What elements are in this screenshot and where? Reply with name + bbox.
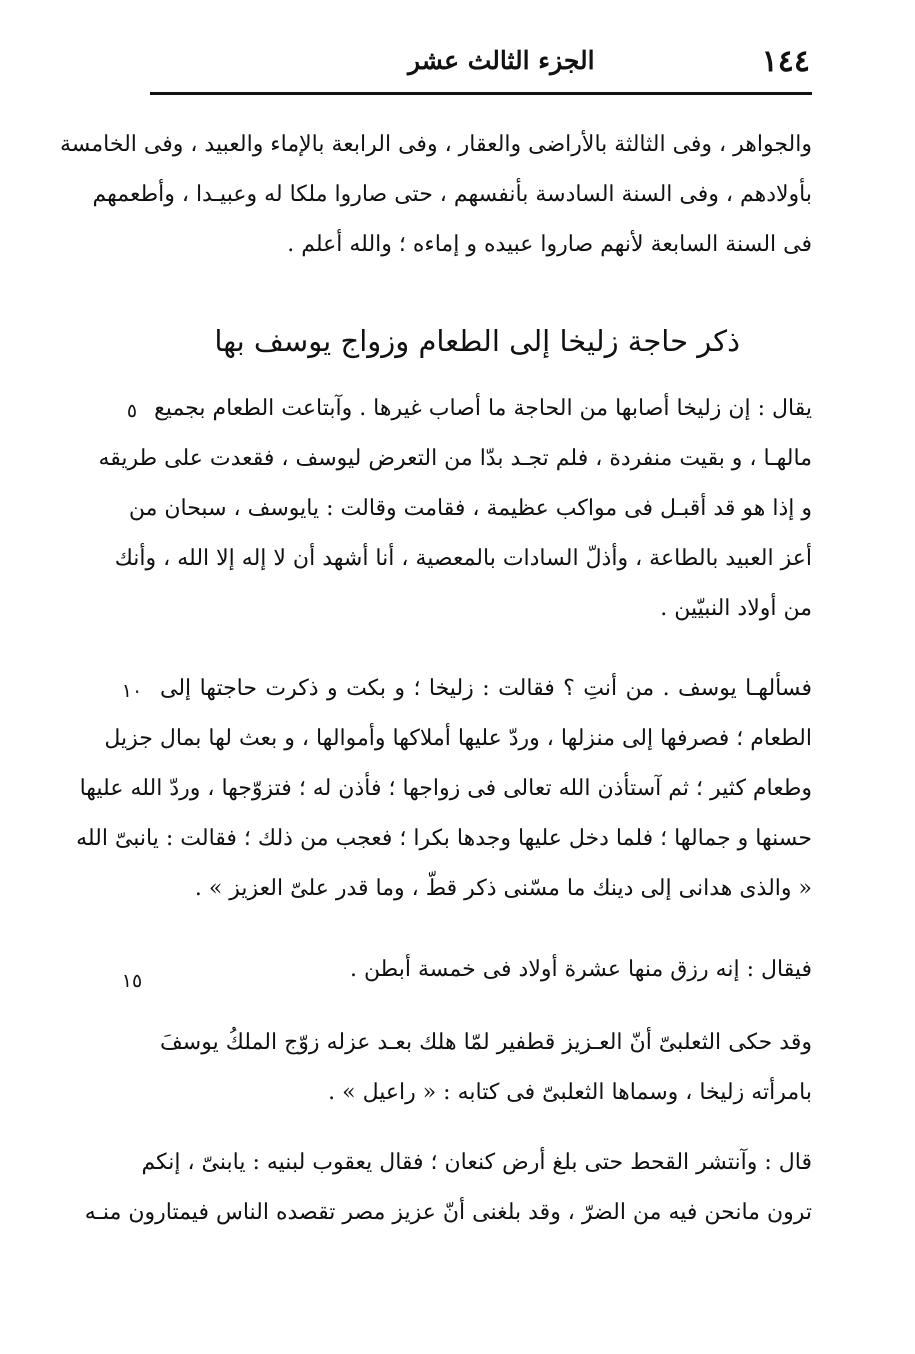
margin-line-number: ١٥ xyxy=(121,970,143,992)
text-line: من أولاد النبيّين . xyxy=(660,596,812,621)
text-line: حسنها و جمالها ؛ فلما دخل عليها وجدها بكرا ؛ فعجب من ذلك ؛ فقالت : يانبىّ الله xyxy=(76,826,812,851)
margin-line-number: ١٠ xyxy=(121,680,143,702)
paragraph-4 xyxy=(160,945,812,995)
text-line: « والذى هدانى إلى دينك ما مسّنى ذكر قطّ ، وما قدر علىّ العزيز » . xyxy=(194,876,812,901)
section-title: ذكر حاجة زليخا إلى الطعام وزواج يوسف بها xyxy=(214,324,740,358)
text-line: و إذا هو قد أقبـل فى مواكب عظيمة ، فقامت وقالت : يايوسف ، سبحان من xyxy=(128,496,812,521)
text-line: وقد حكى الثعلبىّ أنّ العـزيز قطفير لمّا هلك بعـد عزله زوّج الملكُ يوسفَ xyxy=(160,1030,812,1055)
text-line: بامرأته زليخا ، وسماها الثعلبىّ فى كتابه : « راعيل » . xyxy=(328,1080,812,1105)
text-line: الطعام ؛ فصرفها إلى منزلها ، وردّ عليها أملاكها وأموالها ، و بعث لها بمال جزيل xyxy=(104,726,812,751)
paragraph-2 xyxy=(98,384,812,634)
paragraph-6 xyxy=(84,1138,812,1238)
text-line: وطعام كثير ؛ ثم آستأذن الله تعالى فى زواجها ؛ فأذن له ؛ فتزوّجها ، وردّ الله عليها xyxy=(79,776,812,801)
header-rule xyxy=(150,92,812,95)
text-line: فى السنة السابعة لأنهم صاروا عبيده و إماءه ؛ والله أعلم . xyxy=(287,232,812,257)
page-number: ١٤٤ xyxy=(761,44,810,79)
text-line: والجواهر ، وفى الثالثة بالأراضى والعقار ، وفى الرابعة بالإماء والعبيد ، وفى الخامسة xyxy=(59,132,812,157)
text-line: فسألهـا يوسف . من أنتِ ؟ فقالت : زليخا ؛ و بكت و ذكرت حاجتها إلى xyxy=(160,676,812,701)
text-line: فيقال : إنه رزق منها عشرة أولاد فى خمسة أبطن . xyxy=(349,957,812,982)
text-line: قال : وآنتشر القحط حتى بلغ أرض كنعان ؛ فقال يعقوب لبنيه : يابنىّ ، إنكم xyxy=(141,1150,812,1175)
text-line: أعز العبيد بالطاعة ، وأذلّ السادات بالمعصية ، أنا أشهد أن لا إله إلا الله ، وأنك xyxy=(114,546,812,571)
paragraph-1 xyxy=(59,120,812,270)
text-line: مالهـا ، و بقيت منفردة ، فلم تجـد بدّا من التعرض ليوسف ، فقعدت على طريقه xyxy=(98,446,812,471)
margin-line-number: ٥ xyxy=(126,400,138,422)
text-line: يقال : إن زليخا أصابها من الحاجة ما أصاب غيرها . وآبتاعت الطعام بجميع xyxy=(154,396,812,421)
text-line: بأولادهم ، وفى السنة السادسة بأنفسهم ، حتى صاروا ملكا له وعبيـدا ، وأطعمهم xyxy=(92,182,812,207)
page-header xyxy=(150,38,810,88)
running-title: الجزء الثالث عشر xyxy=(408,46,595,75)
paragraph-5 xyxy=(160,1018,812,1118)
text-line: ترون مانحن فيه من الضرّ ، وقد بلغنى أنّ عزيز مصر تقصده الناس فيمتارون منـه xyxy=(84,1200,812,1225)
